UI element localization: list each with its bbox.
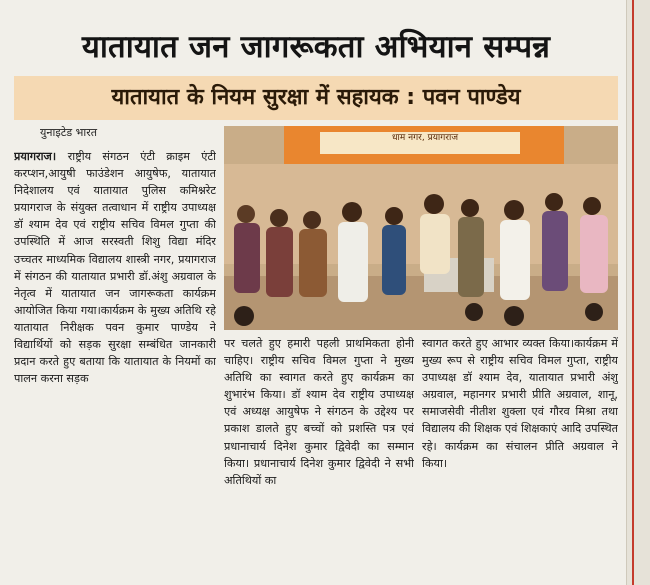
adjacent-column-edge [626, 0, 650, 585]
news-agency: युनाइटेड भारत [40, 126, 98, 139]
event-photo [224, 126, 618, 330]
subheadline: यातायात के नियम सुरक्षा में सहायक : पवन पाण्डेय [14, 76, 618, 120]
column-3-body: स्वागत करते हुए आभार व्यक्त किया।कार्यक्रम में मुख्य रूप से राष्ट्रीय सचिव विमल गुप्ता, राष्ट्रीय उपाध्यक्ष डॉ श्याम देव, यातायात प्रभारी अंशु अग्रवाल, महानगर प्रभारी प्रीति अग्रवाल, शानू, समाजसेवी नीतीश शुक्ला एवं गौरव मिश्रा तथा विद्यालय की शिक्षक एवं शिक्षकाएं आदि उपस्थित रहे। कार्यक्रम का संचालन प्रीति अग्रवाल ने किया। [422, 337, 618, 470]
column-1-body: राष्ट्रीय संगठन एंटी क्राइम एंटी करप्शन,आयुषी फाउंडेशन आयुषेफ, यातायात निदेशालय एवं यातायात पुलिस कमिश्नरेट प्रयागराज के संयुक्त तत्वाधान में राष्ट्रीय उपाध्यक्ष डॉ श्याम देव एवं राष्ट्रीय सचिव विमल गुप्ता की उपस्थिति में आज सरस्वती शिशु विद्या मंदिर उच्चतर माध्यमिक विद्यालय शास्त्री नगर, प्रयागराज में संगठन की यातायात प्रभारी डॉ.अंशु अग्रवाल के नेतृत्व में यातायात जन जागरूकता कार्यक्रम आयोजित किया गया।कार्यक्रम के मुख्य अतिथि रहे यातायात निरीक्षक पवन कुमार पाण्डेय ने विद्यार्थियों को सड़क सुरक्षा सम्बंधित जानकारी प्रदान करते हुए बताया कि यातायात के नियमों का पालन करना सड़क [14, 150, 216, 386]
dateline: प्रयागराज। [14, 150, 68, 163]
headline: यातायात जन जागरूकता अभियान सम्पन्न [81, 29, 551, 65]
column-2-body: पर चलते हुए हमारी पहली प्राथमिकता होनी चाहिए। राष्ट्रीय सचिव विमल गुप्ता ने मुख्य अतिथि का स्वागत करते हुए कार्यक्रम का शुभारंभ किया। डॉ श्याम देव राष्ट्रीय उपाध्यक्ष एवं अध्यक्ष आयुषेफ ने संगठन के उद्देश्य पर प्रकाश डालते हुए बच्चों को प्रशस्ति पत्र एवं प्रधानाचार्य दिनेश कुमार द्विवेदी का सम्मान किया। प्रधानाचार्य दिनेश कुमार द्विवेदी ने सभी अतिथियों का [224, 337, 414, 487]
column-rule [632, 0, 634, 585]
article-column-3 [422, 335, 618, 578]
event-photo-illustration [224, 126, 618, 330]
article-column-2 [224, 335, 414, 578]
photo-banner-text: धाम नगर, प्रयागराज [392, 133, 459, 143]
article-column-1 [14, 148, 216, 578]
